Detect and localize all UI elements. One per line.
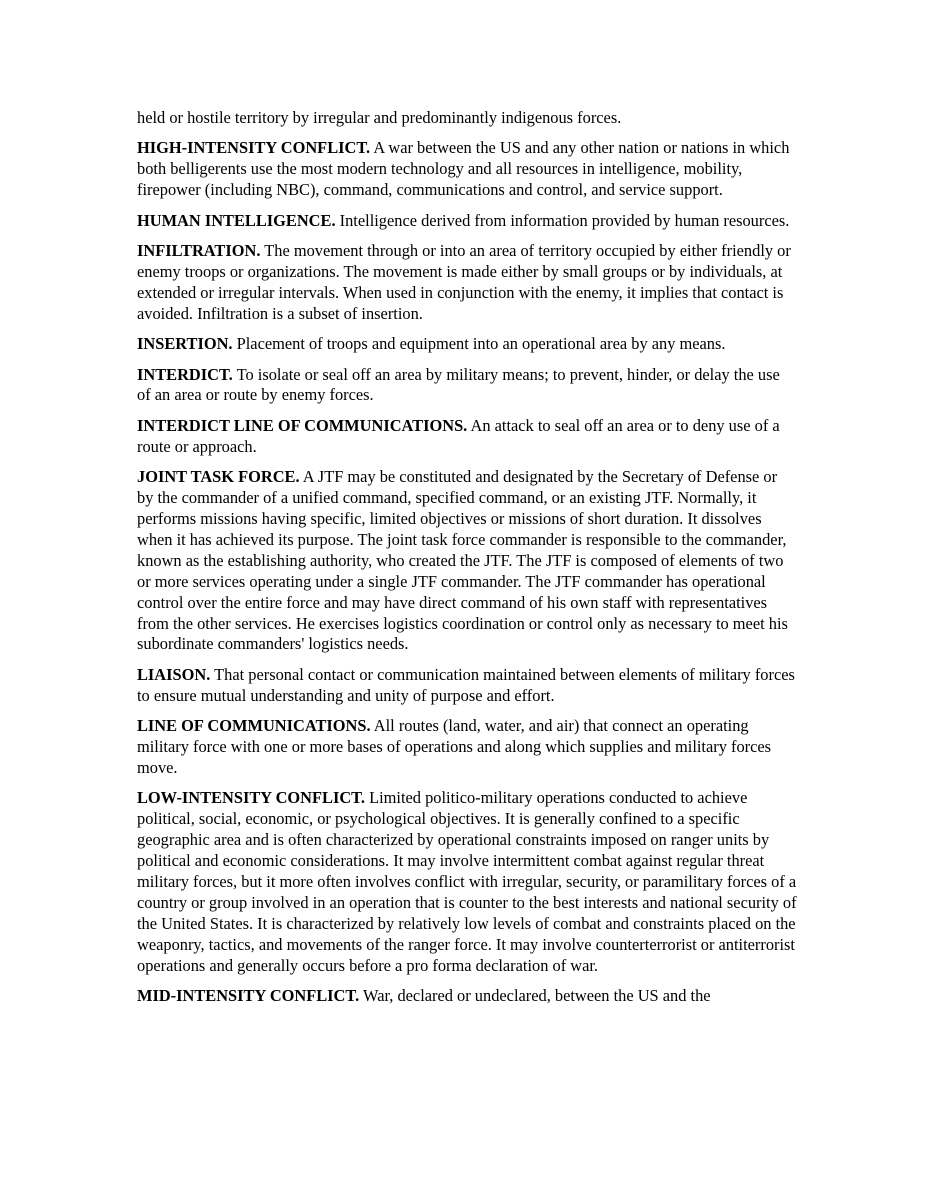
entry-term: HUMAN INTELLIGENCE. [137, 210, 336, 230]
entry-term: INFILTRATION. [137, 241, 261, 261]
entry-term: INTERDICT LINE OF COMMUNICATIONS. [137, 415, 468, 435]
entry-definition: Limited politico-military operations conducted to achieve political, social, economic, or psychological objectives. It is generally confined to a specific geographic area and is often characterized by operational constraints imposed on ranger units by political and economic considerations. It may involve intermittent combat against regular threat military forces, but it more often involves conflict with irregular, security, or paramilitary forces of a country or group involved in an operation that is counter to the best interests and national security of the United States. It is characterized by relatively low levels of combat and constraints placed on the weaponry, tactics, and movements of the ranger force. It may involve counterterrorist or antiterrorist operations and generally occurs before a pro forma declaration of war. [137, 788, 797, 975]
entry-liaison [137, 665, 797, 707]
entry-high-intensity-conflict [137, 138, 797, 201]
entry-human-intelligence [137, 211, 797, 232]
continuation-paragraph: held or hostile territory by irregular and predominantly indigenous forces. [137, 108, 622, 127]
entry-definition: That personal contact or communication maintained between elements of military forces to ensure mutual understanding and unity of purpose and effort. [137, 664, 795, 705]
entry-infiltration [137, 241, 797, 325]
entry-term: MID-INTENSITY CONFLICT. [137, 986, 360, 1006]
entry-definition: A JTF may be constituted and designated by the Secretary of Defense or by the commander of a unified command, specified command, or an existing JTF. Normally, it performs missions having specific, limited objectives or missions of short duration. It dissolves when it has achieved its purpose. The joint task force commander is responsible to the commander, known as the establishing authority, who created the JTF. The JTF is composed of elements of two or more services operating under a single JTF commander. The JTF commander has operational control over the entire force and may have direct command of his own staff with representatives from the other services. He exercises logistics coordination or control only as necessary to meet his subordinate commanders' logistics needs. [137, 467, 788, 654]
entry-definition: The movement through or into an area of territory occupied by either friendly or enemy troops or organizations. The movement is made either by small groups or by individuals, at extended or irregular intervals. When used in conjunction with the enemy, it implies that contact is avoided. Infiltration is a subset of insertion. [137, 241, 791, 323]
entry-interdict-line-of-communications [137, 416, 797, 458]
entry-term: LINE OF COMMUNICATIONS. [137, 716, 371, 736]
entry-definition: A war between the US and any other nation or nations in which both belligerents use the most modern technology and all resources in intelligence, mobility, firepower (including NBC), command, communications and control, and service support. [137, 138, 790, 200]
entry-term: JOINT TASK FORCE. [137, 467, 300, 487]
entry-term: INSERTION. [137, 334, 233, 354]
entry-definition: Placement of troops and equipment into an operational area by any means. [236, 334, 726, 354]
entry-insertion [137, 334, 797, 355]
entry-interdict [137, 365, 797, 407]
entry-line-of-communications [137, 716, 797, 779]
entry-definition: War, declared or undeclared, between the US and the [363, 986, 711, 1006]
entry-term: LIAISON. [137, 664, 211, 684]
entry-definition: To isolate or seal off an area by military means; to prevent, hinder, or delay the use of an area or route by enemy forces. [137, 364, 780, 405]
glossary-body [137, 108, 797, 1016]
entry-mid-intensity-conflict [137, 986, 797, 1007]
entry-joint-task-force [137, 467, 797, 655]
entry-term: HIGH-INTENSITY CONFLICT. [137, 138, 371, 158]
entry-term: INTERDICT. [137, 364, 233, 384]
entry-term: LOW-INTENSITY CONFLICT. [137, 788, 365, 808]
entry-definition: Intelligence derived from information provided by human resources. [339, 210, 790, 230]
entry-definition: An attack to seal off an area or to deny use of a route or approach. [137, 415, 780, 456]
entry-low-intensity-conflict [137, 788, 797, 976]
entry-definition: All routes (land, water, and air) that connect an operating military force with one or more bases of operations and along which supplies and military forces move. [137, 716, 772, 777]
